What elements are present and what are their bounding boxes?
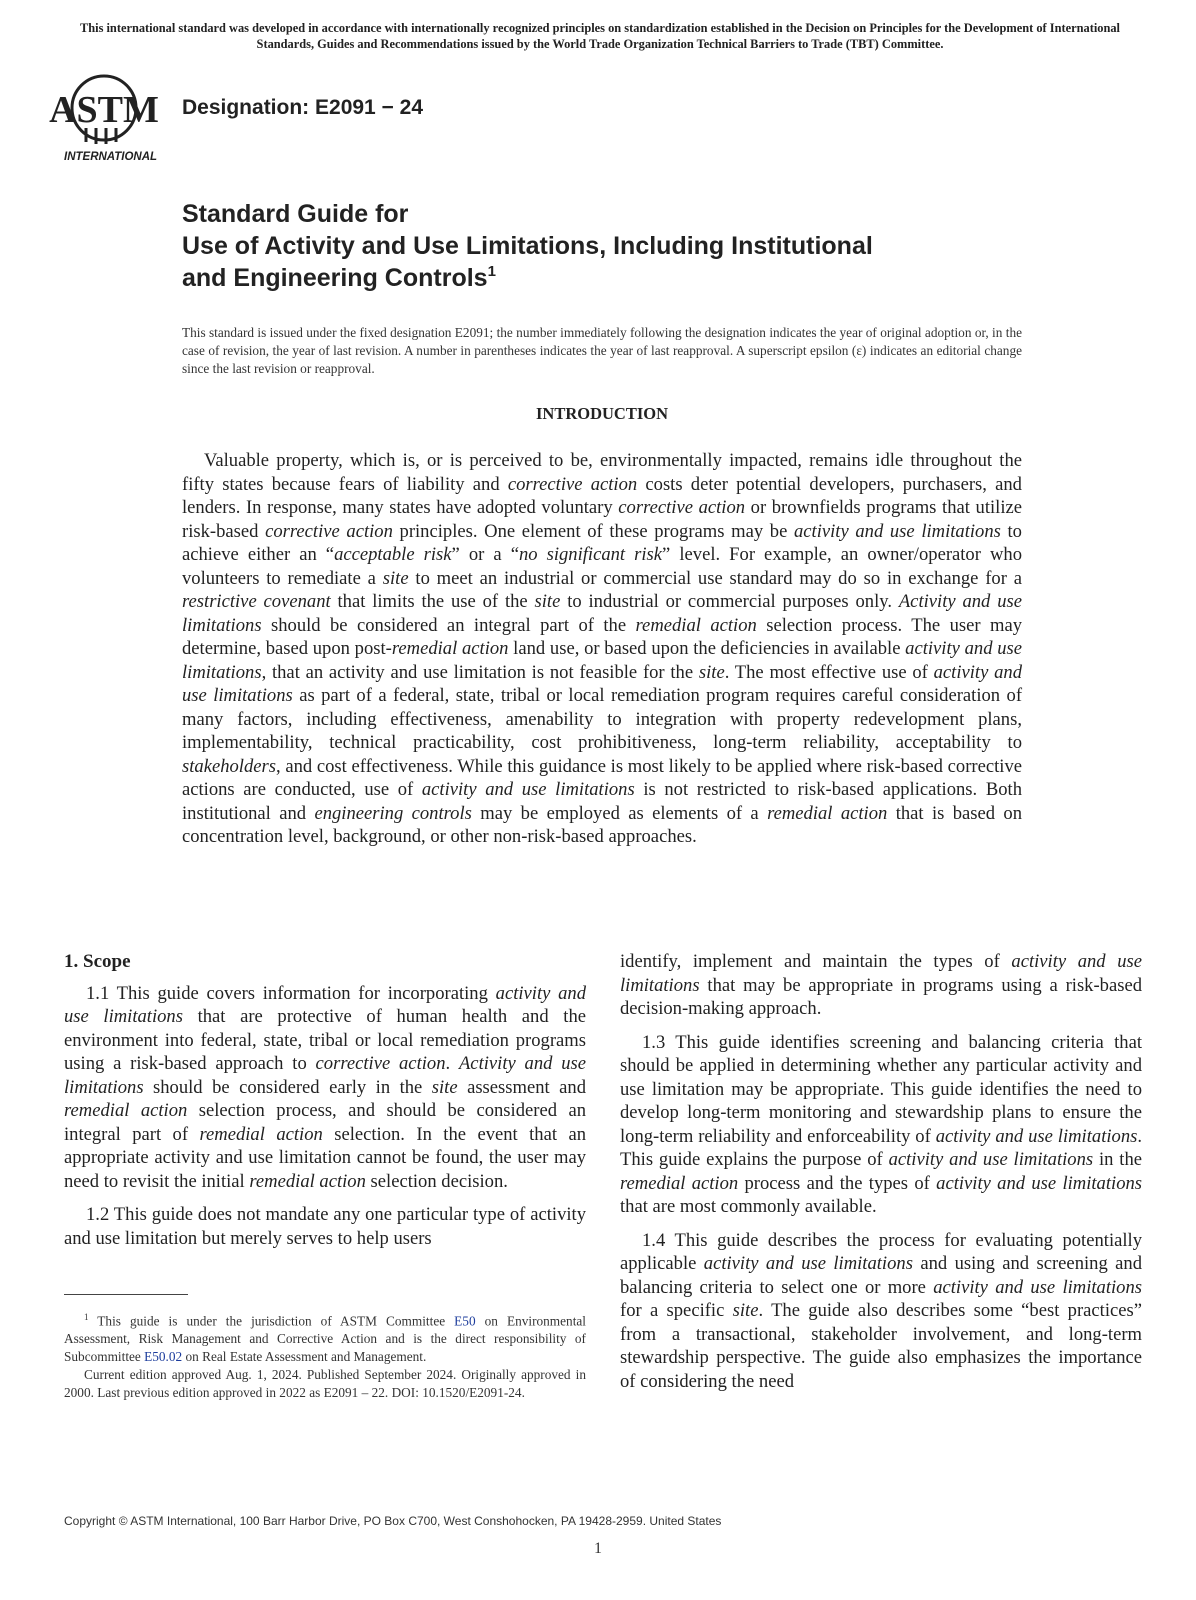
paragraph-1-1: 1.1 This guide covers information for incorporating activity and use limitations that are protective of human health and the environment into federal, state, tribal or local remediation programs using a risk-based approach to corrective action. Activity and use limitations should be considered early in the site assessment and remedial action selection process, and should be considered an integral part of remedial action selection. In the event that an appropriate activity and use limitation cannot be found, the user may need to revisit the initial remedial action selection decision. <box>64 982 587 1192</box>
copyright: Copyright © ASTM International, 100 Barr Harbor Drive, PO Box C700, West Conshohocken, PA 19428-2959. United States <box>64 1514 722 1528</box>
document-title <box>182 198 1062 294</box>
subcommittee-e50-02-link[interactable]: E50.02 <box>144 1349 183 1365</box>
right-column <box>620 950 1142 1403</box>
footnote-divider <box>64 1294 188 1295</box>
introduction-heading: INTRODUCTION <box>535 404 669 423</box>
title-line-2: Use of Activity and Use Limitations, Including Institutional <box>182 232 873 260</box>
designation: Designation: E2091 − 24 <box>182 96 424 119</box>
standard-note: This standard is issued under the fixed designation E2091; the number immediately following the designation indicates the year of original adoption or, in the case of revision, the year of last revision. A number in parentheses indicates the year of last reapproval. A superscript epsilon (ε) indicates an editorial change since the last revision or reapproval. <box>182 325 1022 376</box>
astm-logo <box>49 70 170 165</box>
left-column <box>64 950 586 1260</box>
title-footnote-mark: 1 <box>487 263 496 280</box>
footnotes <box>64 1308 586 1402</box>
paragraph-1-3: 1.3 This guide identifies screening and balancing criteria that should be applied in determining whether any particular activity and use limitation may be appropriate. This guide identifies the need to develop long-term monitoring and stewardship plans to ensure the long-term reliability and enforceability of activity and use limitations. This guide explains the purpose of activity and use limitations in the remedial action process and the types of activity and use limitations that are most commonly available. <box>620 1031 1143 1217</box>
logo-subtext: INTERNATIONAL <box>64 151 158 163</box>
paragraph-1-2: 1.2 This guide does not mandate any one particular type of activity and use limitation but merely serves to help users <box>64 1204 586 1249</box>
committee-e50-link[interactable]: E50 <box>454 1313 476 1329</box>
footnote-edition: Current edition approved Aug. 1, 2024. Published September 2024. Originally approved in 2000. Last previous edition approved in 2022 as E2091 – 22. DOI: 10.1520/E2091-24. <box>64 1367 586 1401</box>
svg-text:ASTM: ASTM <box>49 89 159 131</box>
footnote-1: $^1$ This guide is under the jurisdiction of ASTM Committee E50 on Environmental Assessment, Risk Management and Corrective Action and is the direct responsibility of Subcommittee E50.02 on Real Estate Assessment and Management. <box>64 1312 586 1365</box>
title-line-3: and Engineering Controls <box>182 264 488 292</box>
astm-logo-icon <box>49 70 170 165</box>
title-line-1: Standard Guide for <box>182 200 409 228</box>
paragraph-1-4: 1.4 This guide describes the process for evaluating potentially applicable activity and use limitations and using and screening and balancing criteria to select one or more activity and use limitations for a specific site. The guide also describes some “best practices” from a transactional, stakeholder involvement, and long-term stewardship perspective. The guide also emphasizes the importance of considering the need <box>620 1229 1143 1392</box>
paragraph-1-2-continued: identify, implement and maintain the types of activity and use limitations that may be appropriate in programs using a risk-based decision-making approach. <box>620 951 1142 1019</box>
introduction-body: Valuable property, which is, or is perceived to be, environmentally impacted, remains idle throughout the fifty states because fears of liability and corrective action costs deter potential developers, purchasers, and lenders. In response, many states have adopted voluntary corrective action or brownfields programs that utilize risk-based corrective action principles. One element of these programs may be activity and use limitations to achieve either an “acceptable risk” or a “no significant risk” level. For example, an owner/operator who volunteers to remediate a site to meet an industrial or commercial use standard may do so in exchange for a restrictive covenant that limits the use of the site to industrial or commercial purposes only. Activity and use limitations should be considered an integral part of the remedial action selection process. The user may determine, based upon post-remedial action land use, or based upon the deficiencies in available activity and use limitations, that an activity and use limitation is not feasible for the site. The most effective use of activity and use limitations as part of a federal, state, tribal or local remediation program requires careful consideration of many factors, including effectiveness, amenability to integration with property redevelopment plans, implementability, technical practicability, cost prohibitiveness, long-term reliability, acceptability to stakeholders, and cost effectiveness. While this guidance is most likely to be applied where risk-based corrective actions are conducted, use of activity and use limitations is not restricted to risk-based applications. Both institutional and engineering controls may be employed as elements of a remedial action that is based on concentration level, background, or other non-risk-based approaches. <box>182 450 1023 847</box>
page-number: 1 <box>594 1540 602 1557</box>
wto-notice: This international standard was developed in accordance with internationally recognized principles on standardization established in the Decision on Principles for the Development of International Standards, Guides and Recommendations issued by the World Trade Organization Technical Barriers to Trade (TBT) Committee. <box>79 21 1121 51</box>
scope-heading: 1. Scope <box>64 951 131 972</box>
